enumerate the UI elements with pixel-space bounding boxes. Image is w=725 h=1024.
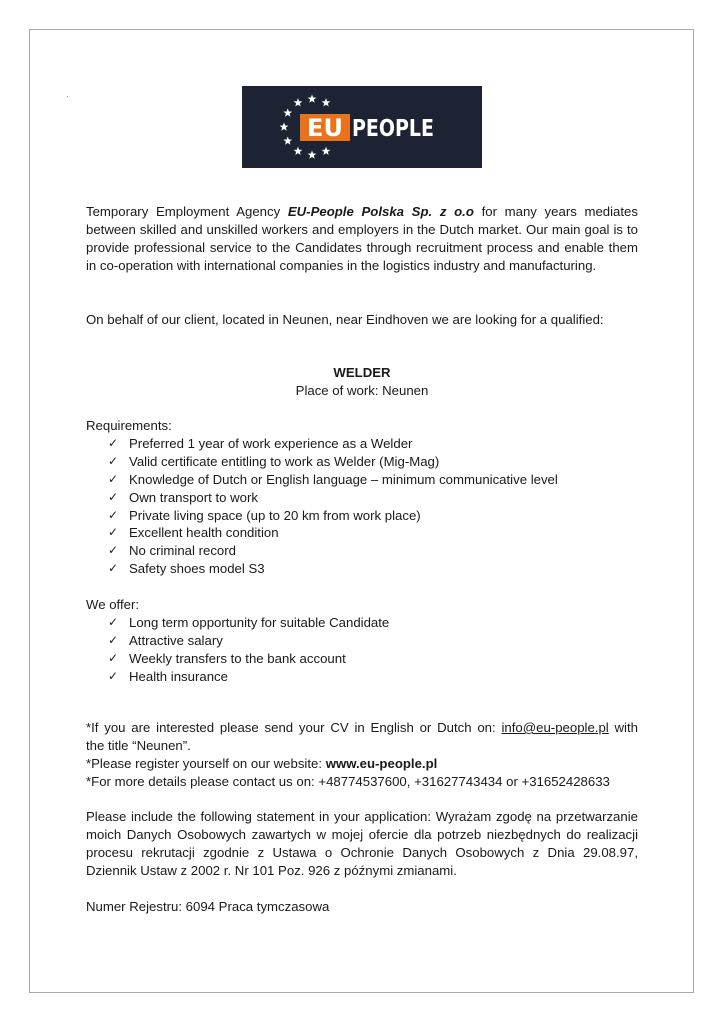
checkmark-icon: ✓ — [108, 561, 119, 576]
checkmark-icon: ✓ — [108, 525, 119, 540]
list-item: ✓ Long term opportunity for suitable Candidate — [108, 615, 390, 630]
scan-dot — [67, 96, 68, 97]
register-line: *Please register yourself on our website: www.eu-people.pl — [86, 755, 438, 771]
list-item: ✓ Preferred 1 year of work experience as a Welder — [108, 436, 413, 451]
checkmark-icon: ✓ — [108, 543, 119, 558]
eu-stars-circle-icon — [242, 86, 482, 168]
behalf-paragraph: On behalf of our client, located in Neunen, near Eindhoven we are looking for a qualified: — [86, 312, 604, 327]
list-item: ✓ Excellent health condition — [108, 525, 279, 541]
cv-title-line: the title “Neunen”. — [86, 737, 191, 753]
intro-paragraph — [86, 203, 638, 275]
logo-text-people: PEOPLE — [352, 116, 434, 142]
offer-list — [108, 614, 389, 686]
checkmark-icon: ✓ — [108, 507, 119, 522]
position-title: WELDER — [333, 365, 391, 380]
star-icon — [308, 94, 317, 102]
star-icon — [283, 108, 292, 116]
list-item: ✓ Knowledge of Dutch or English language – minimum communicative level — [108, 471, 558, 487]
list-item: ✓ Health insurance — [108, 668, 228, 684]
registry-number: Numer Rejestru: 6094 Praca tymczasowa — [86, 899, 330, 914]
position-heading — [86, 364, 638, 400]
website-link[interactable]: www.eu-people.pl — [325, 755, 438, 771]
checkmark-icon: ✓ — [108, 453, 119, 468]
offer-label: We offer: — [86, 597, 140, 612]
logo-text-eu: EU — [307, 114, 343, 142]
star-icon — [294, 98, 303, 106]
checkmark-icon: ✓ — [108, 650, 119, 665]
intro-text-end: for many years mediates between skilled and unskilled workers and employers in the Dutch market. Our main goal is to provide professional service to the Candidates through recruitment process and enable them in co-operation with international companies in the logistics industry and manufacturing. — [86, 204, 638, 273]
list-item: ✓ No criminal record — [108, 543, 236, 559]
star-icon — [322, 147, 331, 155]
intro-text-start: Temporary Employment Agency — [86, 204, 288, 219]
checkmark-icon: ✓ — [108, 632, 119, 647]
star-icon — [283, 136, 292, 144]
list-item: ✓ Safety shoes model S3 — [108, 561, 265, 577]
company-name: EU-People Polska Sp. z o.o — [287, 204, 474, 219]
list-item: ✓ Attractive salary — [108, 632, 223, 648]
checkmark-icon: ✓ — [108, 668, 119, 683]
place-of-work: Place of work: Neunen — [295, 382, 429, 398]
list-item: ✓ Private living space (up to 20 km from work place) — [108, 507, 421, 523]
star-icon — [294, 147, 303, 155]
list-item: ✓ Weekly transfers to the bank account — [108, 650, 346, 666]
contact-section — [86, 719, 638, 791]
list-item: ✓ Own transport to work — [108, 489, 258, 505]
checkmark-icon: ✓ — [108, 471, 119, 486]
eu-people-logo — [242, 86, 482, 168]
star-icon — [308, 150, 317, 158]
email-link[interactable]: info@eu-people.pl — [501, 720, 609, 735]
checkmark-icon: ✓ — [108, 615, 119, 629]
checkmark-icon: ✓ — [108, 489, 119, 504]
cv-instruction: *If you are interested please send your CV in English or Dutch on: info@eu-people.pl with — [86, 720, 638, 735]
star-icon — [322, 98, 331, 106]
phone-details: *For more details please contact us on: +48774537600, +31627743434 or +31652428633 — [86, 773, 610, 789]
star-icon — [280, 122, 289, 130]
requirements-list — [108, 435, 558, 578]
list-item: ✓ Valid certificate entitling to work as Welder (Mig-Mag) — [108, 453, 440, 469]
consent-statement: Please include the following statement in your application: Wyrażam zgodę na przetwarzanie moich Danych Osobowych zawartych w mojej ofercie dla potrzeb niezbędnych do realizacji procesu rekrutacji zgodnie z Ustawa o Ochronie Danych Osobowych z Dnia 29.08.97, Dziennik Ustaw z 2002 r. Nr 101 Poz. 926 z późnymi zmianami. — [86, 809, 638, 878]
checkmark-icon: ✓ — [108, 436, 119, 450]
requirements-label: Requirements: — [86, 418, 172, 433]
